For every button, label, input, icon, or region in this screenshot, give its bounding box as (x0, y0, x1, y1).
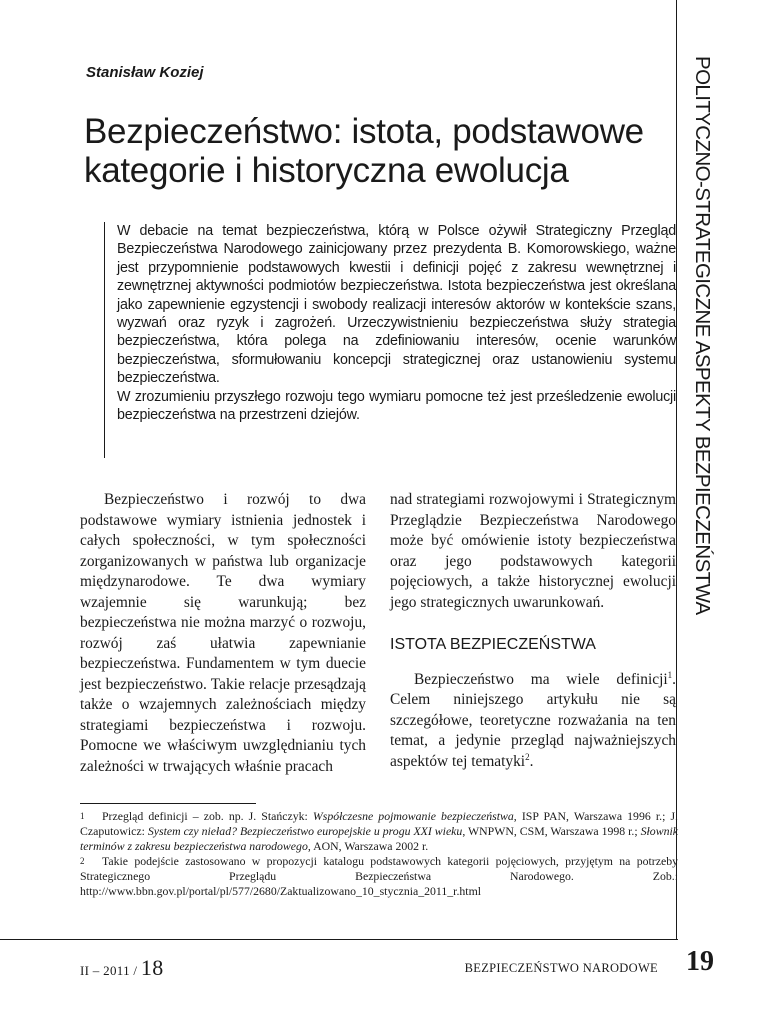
footer-rule (0, 939, 678, 940)
paragraph-text: . Celem niniejszego artykułu nie są szczegółowe, teoretyczne rozważania na ten temat, a jedynie przegląd najważniejszych aspektów tej tematyki (390, 670, 676, 770)
footnote (80, 809, 678, 854)
body-paragraph: Bezpieczeństwo i rozwój to dwa podstawowe wymiary istnienia jednostek i całych społeczności, w tym społeczności zorganizowanych w państwa lub organizacje międzynarodowe. Te dwa wymiary wzajemnie się warunkują; bez bezpieczeństwa nie można marzyć o rozwoju, rozwój zaś ułatwia zapewnianie bezpieczeństwa. Fundamentem w tym duecie jest bezpieczeństwo. Takie relacje przesądzają także o wzajemnych zależnościach między strategiami bezpieczeństwa i rozwoju. Pomocne we właściwym uwzględnianiu tych zależności w trwających właśnie pracach (80, 491, 366, 775)
section-heading: ISTOTA BEZPIECZEŃSTWA (390, 636, 596, 653)
footnote-text: Przegląd definicji – zob. np. J. Stańczyk: (102, 809, 313, 823)
footnote-ref[interactable]: 2 (525, 751, 530, 762)
paragraph-text: . (529, 752, 534, 770)
paragraph-text: Bezpieczeństwo ma wiele definicji (414, 670, 668, 688)
section-side-title: POLITYCZNO-STRATEGICZNE ASPEKTY BEZPIECZEŃSTWA (691, 56, 714, 615)
footnote-number: 1 (80, 811, 85, 821)
issue-page-number: 18 (140, 955, 164, 980)
body-paragraph (390, 670, 676, 773)
footnote-citation: Słownik terminów z zakresu bezpieczeństwa narodowego (80, 824, 678, 853)
footer-issue (80, 955, 164, 981)
footnote-citation: Współczesne pojmowanie bezpieczeństwa (312, 809, 514, 823)
footnote-text: , WNPWN, CSM, Warszawa 1998 r.; (462, 824, 641, 838)
issue-label: II – 2011 / (80, 963, 141, 978)
footnotes (80, 809, 678, 899)
footnote-rule (80, 803, 256, 804)
footnote-number: 2 (80, 856, 85, 866)
abstract-paragraph: W zrozumieniu przyszłego rozwoju tego wymiaru pomocne też jest prześledzenie ewolucji bezpieczeństwa na przestrzeni dziejów. (117, 388, 676, 424)
footnote-ref[interactable]: 1 (667, 669, 673, 680)
journal-name: BEZPIECZEŃSTWO NARODOWE (464, 961, 658, 975)
footnote (80, 854, 678, 899)
page-number: 19 (686, 946, 714, 977)
body-paragraph: nad strategiami rozwojowymi i Strategicznym Przeglądzie Bezpieczeństwa Narodowego może być omówienie istoty bezpieczeństwa oraz jego podstawowych kategorii pojęciowych, a także historycznej ewolucji jego strategicznych uwarunkowań. (390, 491, 676, 611)
footnote-text: , AON, Warszawa 2002 r. (307, 839, 429, 853)
footnote-citation: System czy nieład? Bezpieczeństwo europejskie u progu XXI wieku (147, 824, 463, 838)
footnote-text: Takie podejście zastosowano w propozycji katalogu podstawowych kategorii pojęciowych, przyjętym na potrzeby Strategicznego Przeglądu Bezpieczeństwa Narodowego. Zob.: http://www.bbn.gov.pl/portal/pl/577/2680/Zaktualizowano_10_stycznia_2011_r.html (80, 854, 678, 898)
footnote-text: , ISP PAN, Warszawa 1996 r.; J. Czaputowicz: (80, 809, 678, 838)
body-column-left (80, 490, 366, 777)
abstract-paragraph: W debacie na temat bezpieczeństwa, którą w Polsce ożywił Strategiczny Przegląd Bezpieczeństwa Narodowego zainicjowany przez prezydenta B. Komorowskiego, ważne jest przypomnienie podstawowych kwestii i definicji pojęć z zakresu wewnętrznej i zewnętrznej aktywności podmiotów bezpieczeństwa. Istota bezpieczeństwa jest określana jako zapewnienie egzystencji i swobody realizacji interesów aktorów w kontekście szans, wyzwań oraz ryzyk i zagrożeń. Urzeczywistnieniu bezpieczeństwa służy strategia bezpieczeństwa, która polega na zdefiniowaniu interesów, ocenie warunków bezpieczeństwa, sformułowaniu koncepcji strategicznej oraz ustanowieniu systemu bezpieczeństwa. (117, 223, 676, 387)
body-column-right (390, 490, 676, 772)
author-name: Stanisław Koziej (86, 64, 204, 81)
abstract (104, 222, 676, 458)
article-title: Bezpieczeństwo: istota, podstawowe kategorie i historyczna ewolucja (84, 112, 644, 190)
